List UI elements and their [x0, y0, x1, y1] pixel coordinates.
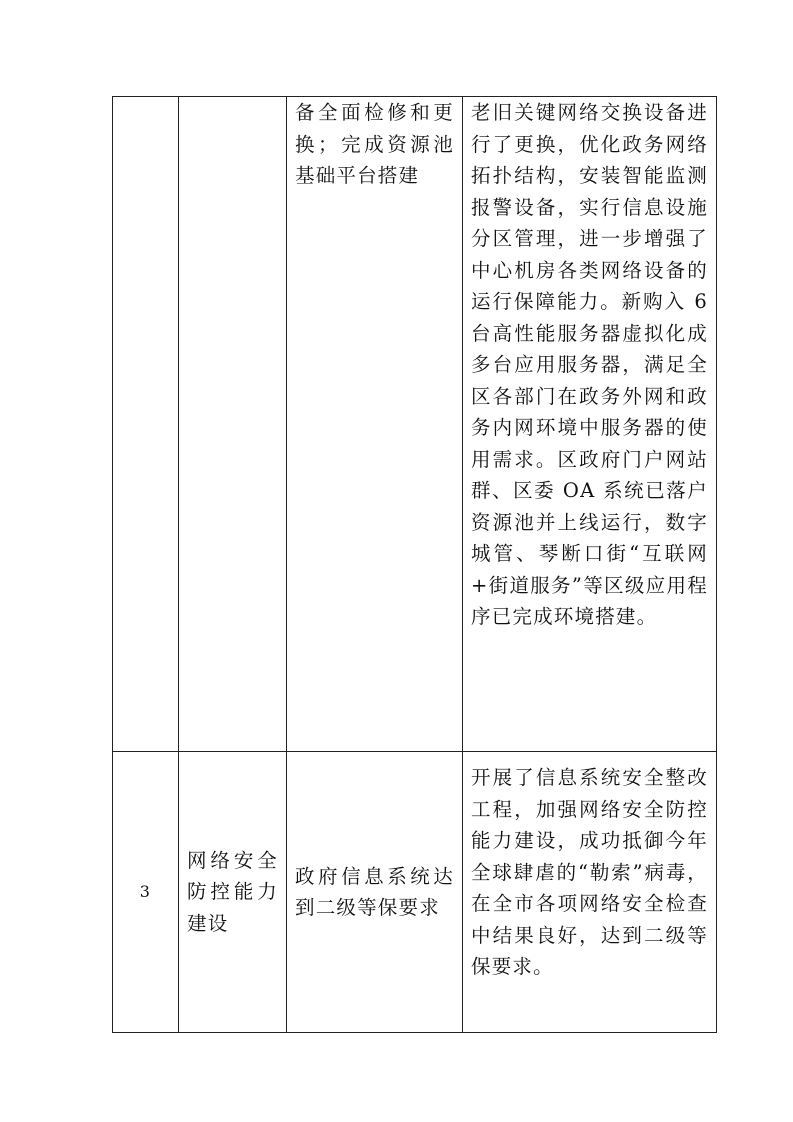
table-row	[113, 752, 717, 1033]
progress-table	[112, 96, 717, 1033]
item-name-cell	[179, 97, 287, 752]
table-row	[113, 97, 717, 752]
row-number-cell: 3	[113, 752, 179, 1033]
progress-cell: 老旧关键网络交换设备进行了更换，优化政务网络拓扑结构，安装智能监测报警设备，实行信息设施分区管理，进一步增强了中心机房各类网络设备的运行保障能力。新购入 6 台高性能服务器虚拟化成多台应用服务器，满足全区各部门在政务外网和政务内网环境中服务器的使用需求。区政府门户网站群、区委 OA 系统已落户资源池并上线运行，数字城管、琴断口街“互联网+街道服务”等区级应用程序已完成环境搭建。	[463, 97, 717, 752]
goal-cell: 备全面检修和更换；完成资源池基础平台搭建	[287, 97, 463, 752]
row-number-cell	[113, 97, 179, 752]
item-name-cell: 网络安全防控能力建设	[179, 752, 287, 1033]
progress-cell: 开展了信息系统安全整改工程，加强网络安全防控能力建设，成功抵御今年全球肆虐的“勒索”病毒，在全市各项网络安全检查中结果良好，达到二级等保要求。	[463, 752, 717, 1033]
goal-cell: 政府信息系统达到二级等保要求	[287, 752, 463, 1033]
